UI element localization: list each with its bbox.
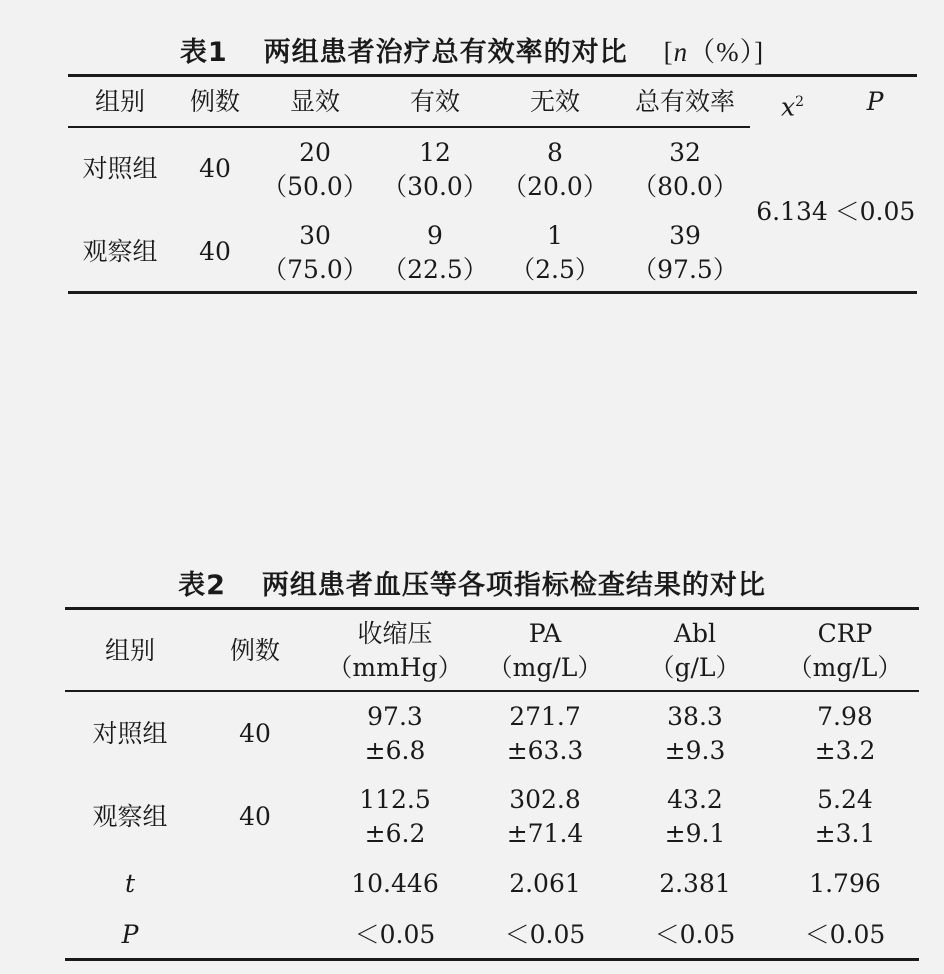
table1-header-total-rate: 总有效率 — [634, 87, 735, 116]
table2-header-pa — [475, 617, 615, 685]
table1-row2-group: 观察组 — [82, 237, 158, 266]
table2-t-crp: 1.796 — [809, 869, 881, 898]
table1-header-count: 例数 — [189, 87, 240, 116]
table1-row1-total — [625, 136, 745, 204]
table1-header-p: P — [866, 87, 884, 116]
table2-p-crp: ＜0.05 — [804, 920, 886, 949]
table1-top-rule — [68, 74, 917, 77]
table2-row2-abl-mean: 43.2 — [667, 785, 723, 814]
table2-header-abl — [625, 617, 765, 685]
table1-row2-ineffective-n: 1 — [547, 221, 563, 250]
table2-header-rule — [65, 690, 919, 692]
table1-row1-effective-pct: （30.0） — [382, 172, 488, 201]
table1-row1-ineffective-n: 8 — [547, 138, 563, 167]
table1-header-group: 组别 — [94, 87, 145, 116]
table1-header-rule — [68, 126, 750, 128]
table2-row2-sbp-mean: 112.5 — [359, 785, 431, 814]
table1-unit-open: [ — [663, 37, 674, 67]
table2-p-abl: ＜0.05 — [654, 920, 736, 949]
table1-header-chi-exp: 2 — [795, 94, 805, 110]
table2-t-label: t — [124, 869, 136, 898]
table2-row2-sbp-sd: ±6.2 — [364, 819, 426, 848]
table2-row2-abl-sd: ±9.1 — [664, 819, 726, 848]
table1-row2-ineffective — [495, 219, 615, 287]
table2-p-sbp: ＜0.05 — [354, 920, 436, 949]
table2-row2-crp-sd: ±3.1 — [814, 819, 876, 848]
table1-row2-marked-pct: （75.0） — [262, 255, 368, 284]
table1-bottom-rule — [68, 291, 917, 294]
table1-chi-value: 6.134 — [756, 197, 828, 226]
table2-header-abl-unit: （g/L） — [649, 653, 741, 682]
table2-row1-pa-mean: 271.7 — [509, 702, 581, 731]
table2-row1-crp-sd: ±3.2 — [814, 736, 876, 765]
table1-row2-effective-pct: （22.5） — [382, 255, 488, 284]
table1-row2-effective-n: 9 — [427, 221, 443, 250]
table1-row1-marked — [255, 136, 375, 204]
table1-row2-total-pct: （97.5） — [632, 255, 738, 284]
table2-row2-crp — [775, 783, 915, 851]
table1-label: 表1 — [179, 37, 228, 68]
table2-row2-pa-mean: 302.8 — [509, 785, 581, 814]
table2-row2-pa — [475, 783, 615, 851]
table1-row2-total — [625, 219, 745, 287]
table2-header-crp-label: CRP — [817, 619, 873, 648]
table2-row2-sbp — [325, 783, 465, 851]
table2-row1-sbp-sd: ±6.8 — [364, 736, 426, 765]
table1-row2-marked-n: 30 — [299, 221, 331, 250]
table2-row1-count: 40 — [239, 719, 271, 748]
table2-header-pa-unit: （mg/L） — [487, 653, 603, 682]
table2-t-pa: 2.061 — [509, 869, 581, 898]
table2-row2-crp-mean: 5.24 — [817, 785, 873, 814]
table1-header-ineffective: 无效 — [529, 87, 580, 116]
table2-row1-abl — [625, 700, 765, 768]
table1-row1-ineffective-pct: （20.0） — [502, 172, 608, 201]
table1-row1-marked-pct: （50.0） — [262, 172, 368, 201]
table2-title: 两组患者血压等各项指标检查结果的对比 — [261, 570, 766, 601]
table2-row1-sbp-mean: 97.3 — [367, 702, 423, 731]
table2-row1-abl-mean: 38.3 — [667, 702, 723, 731]
table2-row1-crp — [775, 700, 915, 768]
table2-row1-pa — [475, 700, 615, 768]
table1-row1-total-pct: （80.0） — [632, 172, 738, 201]
table2-label: 表2 — [178, 570, 226, 601]
table2-row1-pa-sd: ±63.3 — [506, 736, 584, 765]
table2-p-label: P — [121, 920, 139, 949]
table1-row1-ineffective — [495, 136, 615, 204]
table1-row2-count: 40 — [199, 237, 231, 266]
table1-row1-marked-n: 20 — [299, 138, 331, 167]
table1-row1-count: 40 — [199, 154, 231, 183]
table2-row1-crp-mean: 7.98 — [817, 702, 873, 731]
table1-row1-total-n: 32 — [669, 138, 701, 167]
table2-t-abl: 2.381 — [659, 869, 731, 898]
table2-row2-pa-sd: ±71.4 — [506, 819, 584, 848]
table1-caption — [0, 30, 944, 69]
table1-p-value: ＜0.05 — [834, 197, 916, 226]
table2-row2-abl — [625, 783, 765, 851]
table1-row1-effective-n: 12 — [419, 138, 451, 167]
table2-header-sbp-label: 收缩压 — [357, 619, 433, 648]
table2-bottom-rule — [65, 958, 919, 961]
table1-header-chi — [755, 85, 830, 124]
table2-row2-count: 40 — [239, 802, 271, 831]
table1-row2-ineffective-pct: （2.5） — [510, 255, 600, 284]
table1-header-marked: 显效 — [289, 87, 340, 116]
table2-caption — [0, 563, 944, 602]
table2-t-sbp: 10.446 — [351, 869, 439, 898]
table1-header-chi-x: x — [780, 92, 796, 122]
table1-row2-total-n: 39 — [669, 221, 701, 250]
table2-header-crp — [775, 617, 915, 685]
table2-header-group: 组别 — [104, 636, 155, 665]
table2-row2-group: 观察组 — [92, 802, 168, 831]
table1-title: 两组患者治疗总有效率的对比 — [263, 37, 628, 68]
table1-row2-effective — [375, 219, 495, 287]
table1-row1-group: 对照组 — [82, 154, 158, 183]
table2-row1-abl-sd: ±9.3 — [664, 736, 726, 765]
table2-header-sbp-unit: （mmHg） — [327, 653, 463, 682]
table2-header-pa-label: PA — [528, 619, 562, 648]
table2-header-count: 例数 — [229, 636, 280, 665]
table1-row2-marked — [255, 219, 375, 287]
table1-unit-pct: （%） — [688, 37, 755, 67]
table2-p-pa: ＜0.05 — [504, 920, 586, 949]
table1-unit-close: ] — [754, 37, 765, 67]
table1-row1-effective — [375, 136, 495, 204]
table1-header-effective: 有效 — [409, 87, 460, 116]
table2-header-sbp — [325, 617, 465, 685]
table2-row1-group: 对照组 — [92, 719, 168, 748]
table2-row1-sbp — [325, 700, 465, 768]
table2-header-abl-label: Abl — [673, 619, 717, 648]
table1-unit-n: n — [673, 37, 689, 67]
table2-header-crp-unit: （mg/L） — [787, 653, 903, 682]
table2-top-rule — [65, 607, 919, 610]
